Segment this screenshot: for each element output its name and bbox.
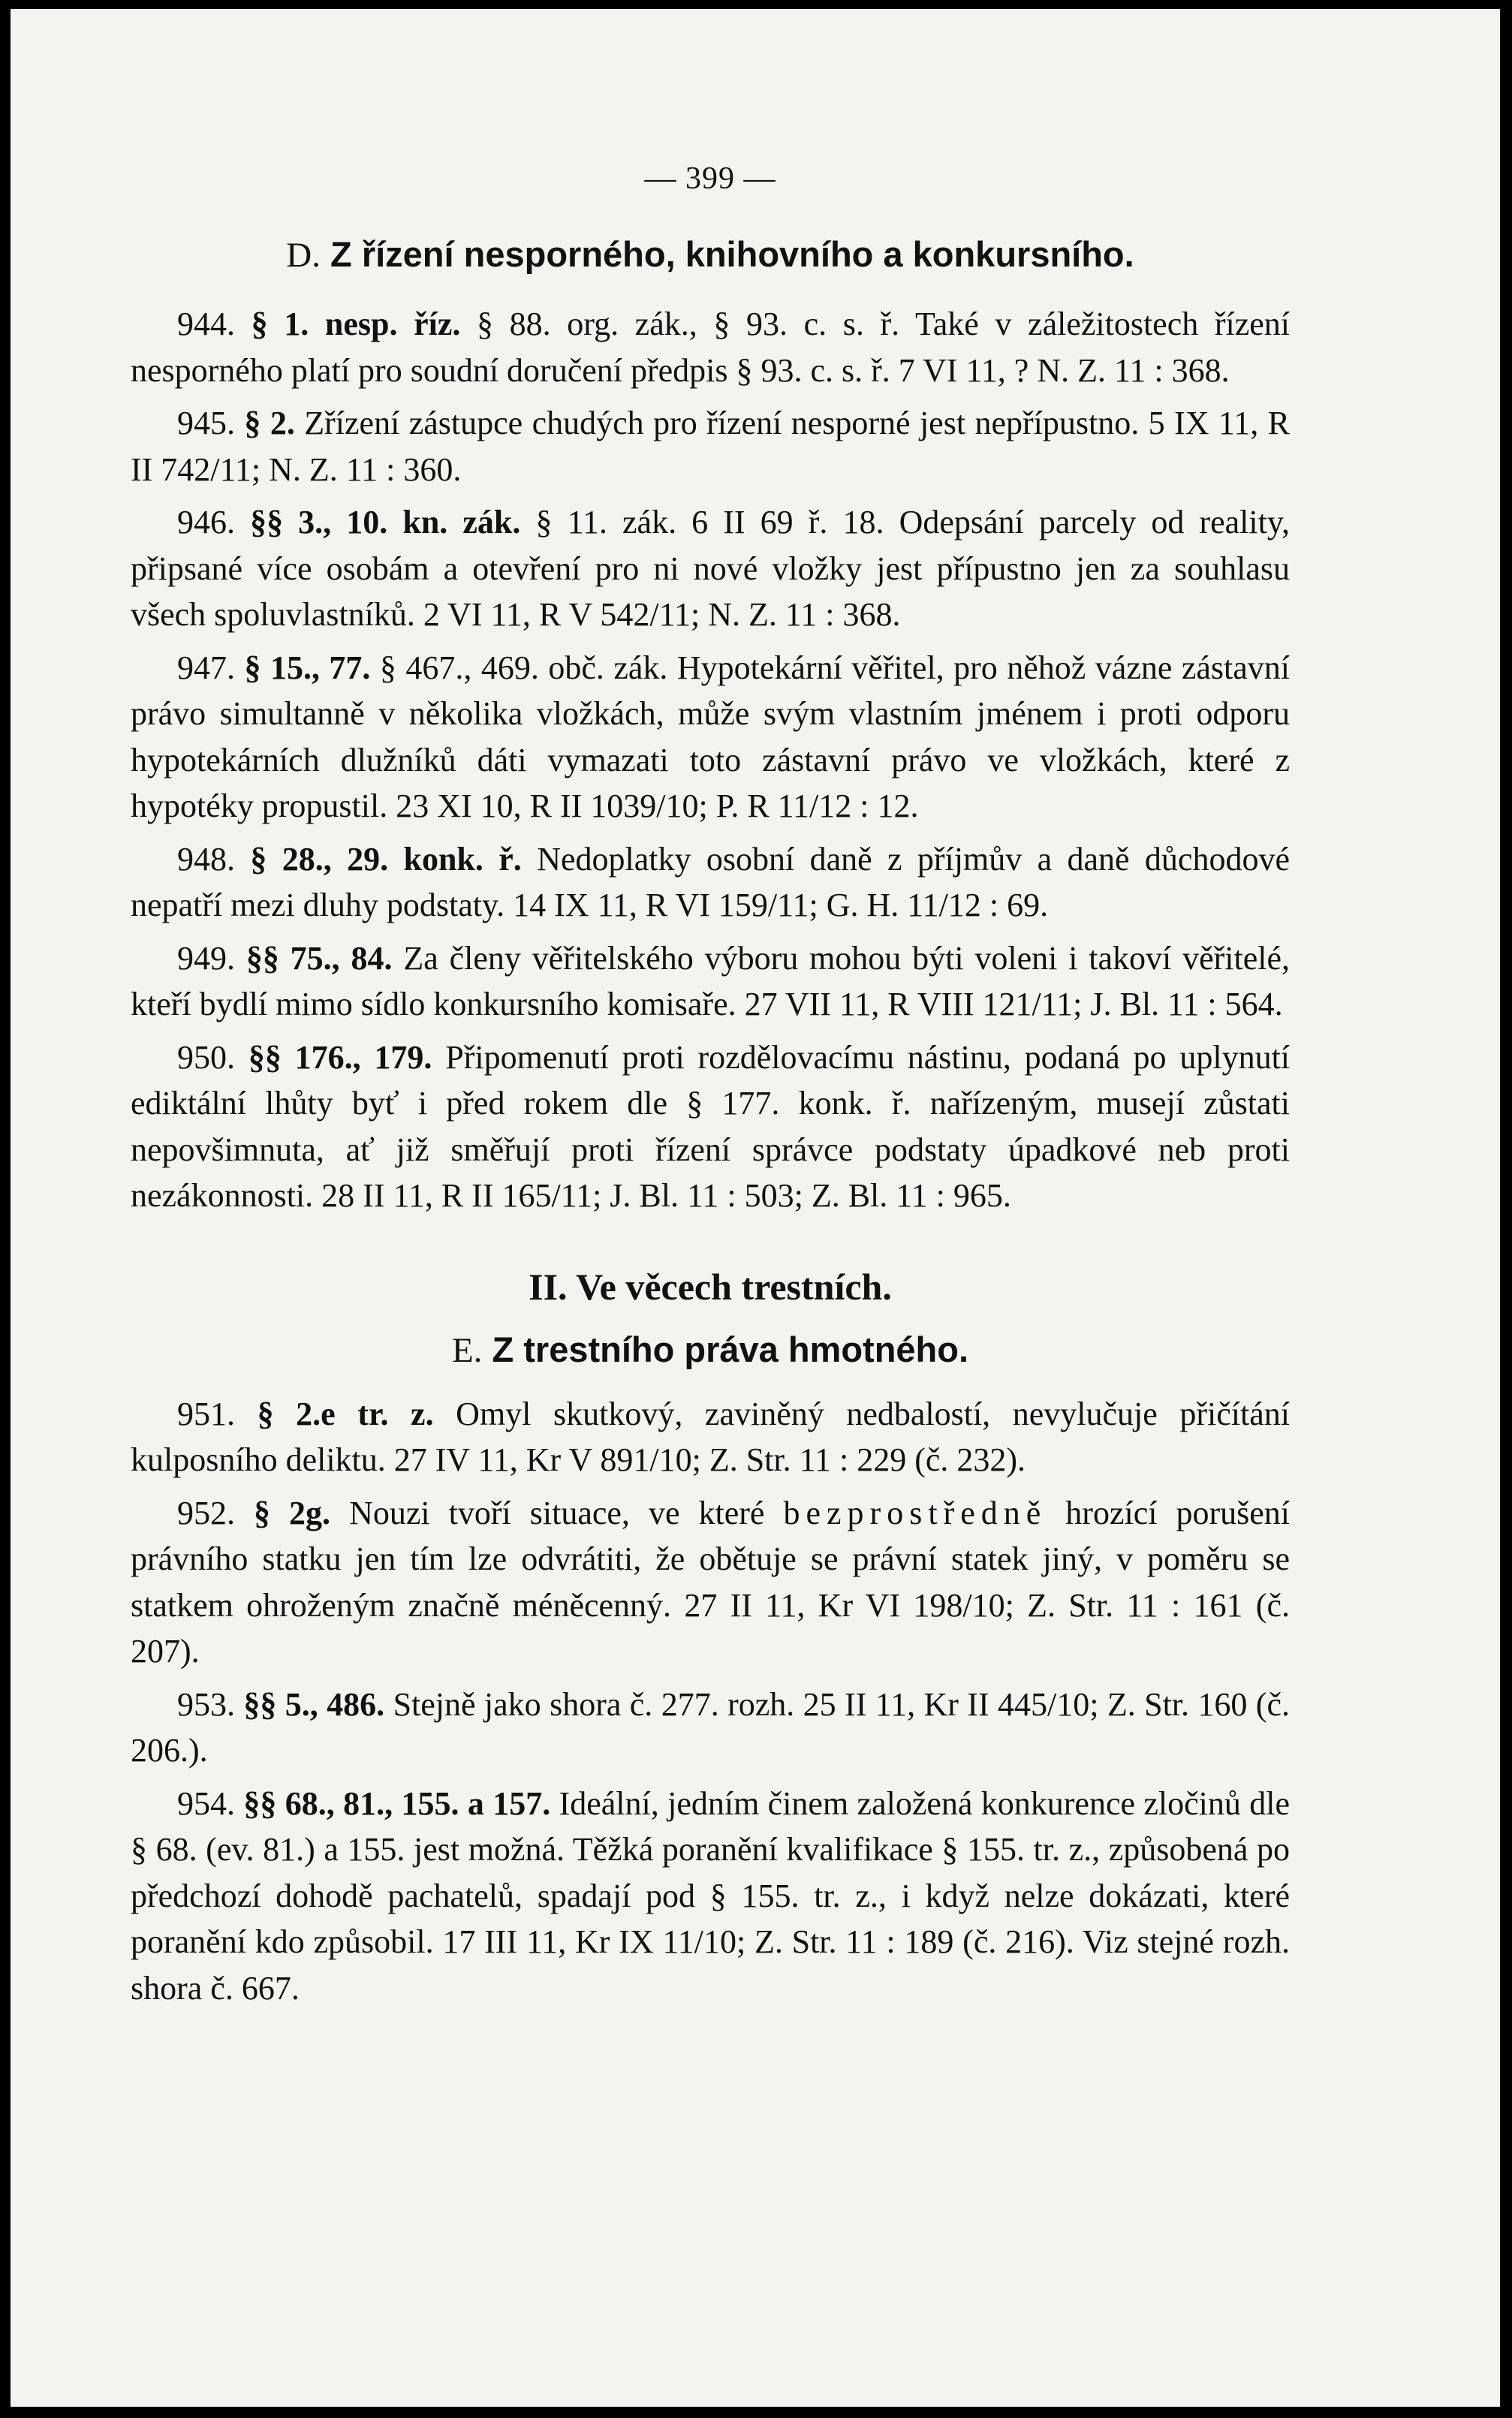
entry-paragraph-ref: §§ 3., 10. kn. zák. xyxy=(250,504,521,541)
entry-number: 952. xyxy=(177,1494,235,1531)
entry-number: 951. xyxy=(177,1395,235,1432)
entry-949 xyxy=(131,935,1290,1028)
entry-number: 949. xyxy=(177,939,235,977)
entry-paragraph-ref: § 2. xyxy=(244,405,295,441)
entry-text: Za členy věřitelského výboru mohou býti voleni i takoví věřitelé, kteří bydlí mimo sídlo konkursního komisaře. 27 VII 11, R VIII 121/11; J. Bl. 11 : 564. xyxy=(131,939,1291,1022)
section-e-title: Z trestního práva hmotného. xyxy=(492,1329,969,1369)
entry-text: Ideální, jedním činem založená konkurence zločinů dle § 68. (ev. 81.) a 155. jest možná. Těžká poranění kvalifikace § 155. tr. z., způsobená po předchozí dohodě pachatelů, spadají pod § 155. tr. z., i když nelze dokázati, které poranění kdo způsobil. 17 III 11, Kr IX 11/10; Z. Str. 11 : 189 (č. 216). Viz stejné rozh. shora č. 667. xyxy=(131,1784,1291,2007)
entry-945 xyxy=(131,400,1290,492)
entry-spaced-word: bezprostředně xyxy=(783,1494,1047,1531)
entry-paragraph-ref: §§ 75., 84. xyxy=(245,939,393,977)
entry-952 xyxy=(131,1490,1290,1675)
entry-946 xyxy=(131,499,1290,638)
entry-number: 945. xyxy=(177,405,235,441)
entry-951 xyxy=(131,1391,1290,1483)
page-number: — 399 — xyxy=(644,161,776,196)
entry-paragraph-ref: § 2g. xyxy=(254,1494,331,1531)
entry-number: 954. xyxy=(177,1784,235,1822)
entry-text: § 88. org. zák., § 93. c. s. ř. Také v záležitostech řízení nesporného platí pro soudní doručení předpis § 93. c. s. ř. 7 VI 11, ? N. Z. 11 : 368. xyxy=(131,306,1291,389)
entry-950 xyxy=(131,1034,1290,1219)
entry-paragraph-ref: §§ 5., 486. xyxy=(243,1685,385,1723)
entry-paragraph-ref: § 2.e tr. z. xyxy=(257,1395,434,1432)
entry-number: 948. xyxy=(177,840,235,878)
entry-text: Zřízení zástupce chudých pro řízení nesporné jest nepřípustno. 5 IX 11, R II 742/11; N. Z. 11 : 360. xyxy=(131,405,1291,488)
entry-paragraph-ref: § 28., 29. konk. ř. xyxy=(250,840,522,878)
entry-number: 950. xyxy=(177,1038,235,1076)
entry-text: Nedoplatky osobní daně z příjmův a daně důchodové nepatří mezi dluhy podstaty. 14 IX 11, R VI 159/11; G. H. 11/12 : 69. xyxy=(131,840,1290,923)
entry-number: 944. xyxy=(177,306,235,342)
entry-text: § 11. zák. 6 II 69 ř. 18. Odepsání parcely od reality, připsané více osobám a otevření pro ni nové vložky jest přípustno jen za souhlasu všech spoluvlastníků. 2 VI 11, R V 542/11; N. Z. 11 : 368. xyxy=(131,504,1291,633)
book-page xyxy=(11,9,1500,2407)
entry-paragraph-ref: §§ 176., 179. xyxy=(248,1038,432,1076)
entry-number: 947. xyxy=(177,649,235,686)
entry-text: Nouzi tvoří situace, ve které xyxy=(349,1494,765,1531)
entry-paragraph-ref: §§ 68., 81., 155. a 157. xyxy=(243,1784,551,1822)
part-ii-heading: II. Ve věcech trestních. xyxy=(529,1265,892,1308)
entry-944 xyxy=(131,301,1290,393)
entry-paragraph-ref: § 1. nesp. říz. xyxy=(251,306,461,342)
page-body xyxy=(131,156,1290,2018)
entry-paragraph-ref: § 15., 77. xyxy=(244,649,371,686)
section-e-heading xyxy=(131,1326,1290,1375)
section-e-letter: E. xyxy=(451,1331,483,1370)
section-d-letter: D. xyxy=(286,235,321,275)
entry-number: 953. xyxy=(177,1685,235,1723)
entry-text: Stejně jako shora č. 277. rozh. 25 II 11, Kr II 445/10; Z. Str. 160 (č. 206.). xyxy=(131,1685,1290,1769)
entry-number: 946. xyxy=(177,504,235,541)
entry-text: hrozící porušení právního statku jen tím lze odvrátiti, že obětuje se právní statek jiný, v poměru se statkem ohroženým značně méněcenný. 27 II 11, Kr VI 198/10; Z. Str. 11 : 161 (č. 207). xyxy=(131,1494,1291,1670)
entry-948 xyxy=(131,836,1290,929)
entry-text: Připomenutí proti rozdělovacímu nástinu, podaná po uplynutí ediktální lhůty byť i před rokem dle § 177. konk. ř. nařízeným, musejí zůstati nepovšimnuta, ať již směřují proti řízení správce podstaty úpadkové neb proti nezákonnosti. 28 II 11, R II 165/11; J. Bl. 11 : 503; Z. Bl. 11 : 965. xyxy=(131,1038,1291,1214)
entry-text: § 467., 469. obč. zák. Hypotekární věřitel, pro něhož vázne zástavní právo simultanně v několika vložkách, může svým vlastním jménem i proti odporu hypotekárních dlužníků dáti vymazati toto zástavní právo ve vložkách, které z hypotéky propustil. 23 XI 10, R II 1039/10; P. R 11/12 : 12. xyxy=(131,649,1291,824)
entry-947 xyxy=(131,645,1290,830)
entry-953 xyxy=(131,1682,1290,1774)
section-d-heading xyxy=(131,231,1290,279)
section-d-title: Z řízení nesporného, knihovního a konkursního. xyxy=(330,233,1134,274)
entry-text: Omyl skutkový, zaviněný nedbalostí, nevylučuje přičítání kulposního deliktu. 27 IV 11, Kr V 891/10; Z. Str. 11 : 229 (č. 232). xyxy=(131,1395,1291,1478)
entry-954 xyxy=(131,1781,1290,2012)
